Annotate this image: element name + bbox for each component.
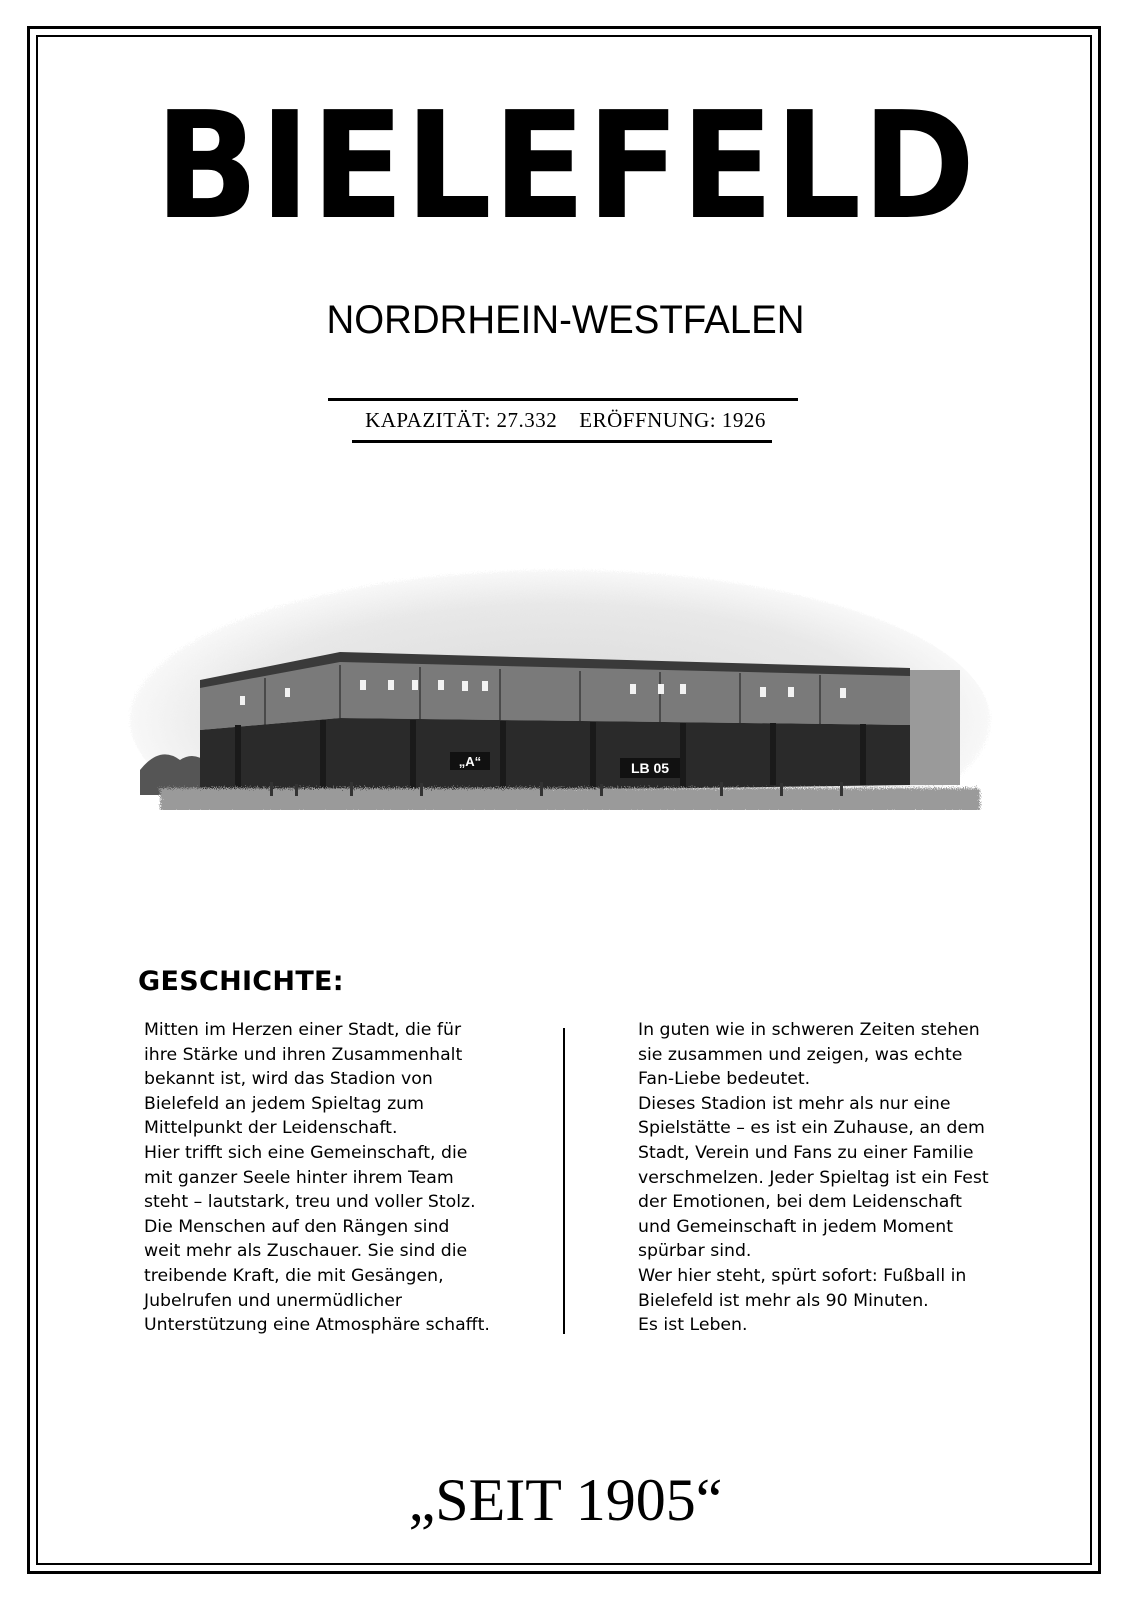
history-line: In guten wie in schweren Zeiten stehen: [638, 1020, 980, 1040]
photo-ground: [160, 788, 980, 812]
history-line: ihre Stärke und ihren Zusammenhalt: [144, 1044, 463, 1065]
history-line: Wer hier steht, spürt sofort: Fußball in: [638, 1265, 967, 1286]
stadium-stands: [200, 718, 910, 795]
stats-rule-bottom: [352, 440, 772, 443]
history-line: steht – lautstark, treu und voller Stolz.: [144, 1192, 476, 1213]
stadium-stats: [0, 408, 1131, 433]
history-line: sie zusammen und zeigen, was echte: [638, 1044, 963, 1065]
history-line: Spielstätte – es ist ein Zuhause, an dem: [638, 1118, 985, 1139]
history-heading-text: GESCHICHTE: [138, 966, 333, 997]
history-column-left: [144, 1018, 534, 1338]
sign-a-text: „A“: [458, 754, 482, 769]
history-line: Die Menschen auf den Rängen sind: [144, 1216, 450, 1237]
history-line: Es ist Leben.: [638, 1315, 748, 1336]
history-line: Unterstützung eine Atmosphäre schafft.: [144, 1315, 490, 1336]
history-line: Bielefeld an jedem Spieltag zum: [144, 1093, 424, 1114]
history-line: treibende Kraft, die mit Gesängen,: [144, 1265, 444, 1286]
history-line: der Emotionen, bei dem Leidenschaft: [638, 1192, 962, 1213]
sign-lb05-text: LB 05: [630, 760, 670, 776]
capacity-stat: KAPAZITÄT: 27.332: [365, 408, 558, 432]
city-title: BIELEFELD: [154, 80, 977, 252]
history-line: Stadt, Verein und Fans zu einer Familie: [638, 1142, 974, 1163]
history-line: Hier trifft sich eine Gemeinschaft, die: [144, 1142, 468, 1163]
history-line: verschmelzen. Jeder Spieltag ist ein Fest: [638, 1167, 989, 1188]
opening-stat: ERÖFFNUNG: 1926: [579, 408, 766, 432]
history-line: Fan-Liebe bedeutet.: [638, 1069, 811, 1090]
photo-fade: [120, 810, 1000, 860]
history-line: und Gemeinschaft in jedem Moment: [638, 1216, 953, 1237]
history-line: Mitten im Herzen einer Stadt, die für: [144, 1020, 462, 1040]
history-line: Dieses Stadion ist mehr als nur eine: [638, 1093, 951, 1114]
stadium-side-building: [910, 670, 960, 785]
history-heading-suffix: :: [332, 966, 344, 997]
founding-motto: „SEIT 1905“: [408, 1467, 723, 1533]
history-heading: [138, 966, 344, 997]
history-line: Bielefeld ist mehr als 90 Minuten.: [638, 1290, 929, 1311]
history-column-right: [638, 1018, 1018, 1338]
column-divider: [563, 1028, 565, 1334]
history-line: Mittelpunkt der Leidenschaft.: [144, 1118, 398, 1139]
history-line: Jubelrufen und unermüdlicher: [144, 1290, 402, 1311]
history-line: weit mehr als Zuschauer. Sie sind die: [144, 1241, 468, 1262]
stadium-photo: [120, 520, 1000, 860]
state-subtitle: NORDRHEIN-WESTFALEN: [326, 298, 805, 342]
history-line: spürbar sind.: [638, 1241, 752, 1262]
history-line: bekannt ist, wird das Stadion von: [144, 1069, 433, 1090]
stats-rule-top: [328, 398, 798, 401]
history-line: mit ganzer Seele hinter ihrem Team: [144, 1167, 454, 1188]
